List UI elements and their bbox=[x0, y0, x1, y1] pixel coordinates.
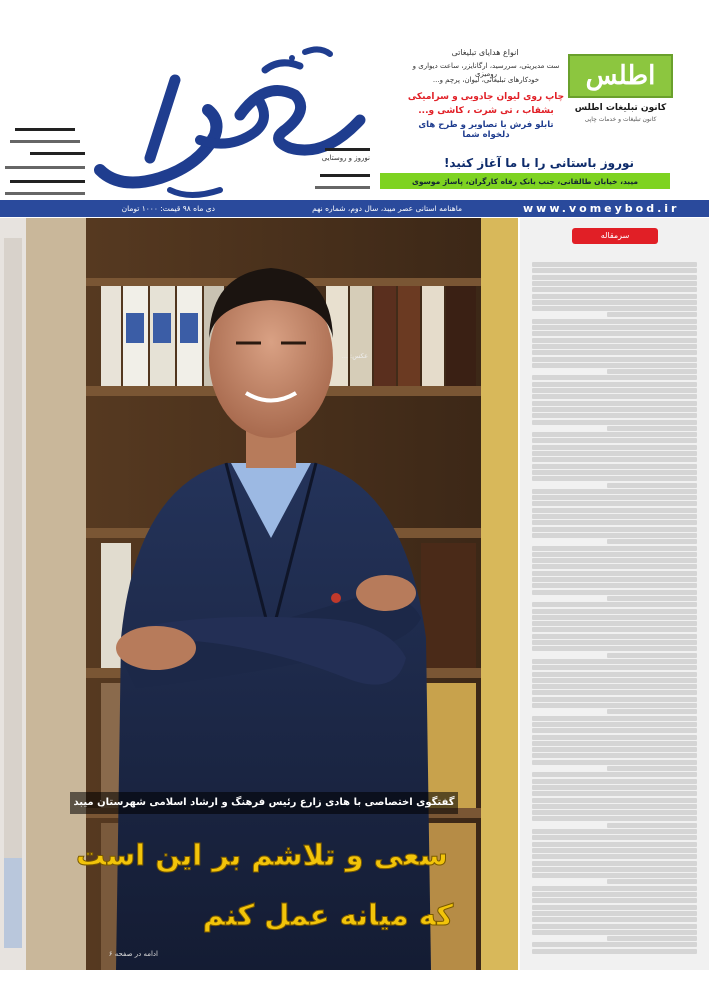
editorial-text-line bbox=[607, 879, 697, 884]
editorial-text-line bbox=[607, 936, 697, 941]
editorial-text-line bbox=[532, 489, 697, 494]
masthead-left-info bbox=[0, 118, 90, 198]
editorial-text-line bbox=[532, 445, 697, 450]
ad-logo-mark: اطلس bbox=[585, 61, 656, 91]
editorial-text-line bbox=[532, 810, 697, 815]
advertisement bbox=[405, 48, 673, 193]
editorial-text-line bbox=[532, 684, 697, 689]
editorial-text-line bbox=[532, 646, 697, 651]
editorial-text-line bbox=[532, 338, 697, 343]
editorial-text-line bbox=[532, 401, 697, 406]
editorial-text-line bbox=[532, 350, 697, 355]
editorial-text-line bbox=[607, 766, 697, 771]
ad-nowruz-slogan: نوروز باستانی را با ما آغاز کنید! bbox=[443, 156, 635, 170]
editorial-text-line bbox=[532, 753, 697, 758]
editorial-text-line bbox=[532, 394, 697, 399]
ad-line-1: ست مدیریتی، سررسید، ارگانایزر، ساعت دیواری و رومیزی bbox=[412, 62, 560, 78]
editorial-column bbox=[520, 218, 709, 970]
editorial-text-line bbox=[532, 300, 697, 305]
masthead bbox=[0, 0, 709, 200]
editorial-text-line bbox=[532, 697, 697, 702]
editorial-text-line bbox=[532, 558, 697, 563]
editorial-text-line bbox=[607, 312, 697, 317]
editorial-text-line bbox=[532, 590, 697, 595]
editorial-text-line bbox=[532, 306, 697, 311]
issue-price: دی ماه ۹۸ قیمت: ۱۰۰۰ تومان bbox=[121, 204, 215, 213]
ad-company-sub: کانون تبلیغات و خدمات چاپی bbox=[584, 116, 657, 123]
editorial-text-line bbox=[532, 854, 697, 859]
editorial-text-line bbox=[532, 672, 697, 677]
editorial-text-line bbox=[532, 520, 697, 525]
editorial-text-line bbox=[532, 741, 697, 746]
editorial-text-line bbox=[532, 533, 697, 538]
editorial-tab[interactable]: سرمقاله bbox=[572, 228, 658, 244]
editorial-text-line bbox=[532, 873, 697, 878]
editorial-text-line bbox=[532, 464, 697, 469]
editorial-text-line bbox=[532, 438, 697, 443]
editorial-text-line bbox=[532, 659, 697, 664]
editorial-text-line bbox=[532, 798, 697, 803]
left-margin-strip bbox=[0, 218, 26, 970]
editorial-text-line bbox=[532, 514, 697, 519]
editorial-text-line bbox=[532, 829, 697, 834]
issue-info bbox=[285, 140, 375, 195]
continued-page-reference: ادامه در صفحه ۶ bbox=[108, 950, 158, 958]
editorial-text-line bbox=[532, 281, 697, 286]
editorial-text-line bbox=[532, 634, 697, 639]
editorial-text-line bbox=[532, 747, 697, 752]
editorial-text-line bbox=[532, 735, 697, 740]
editorial-text-line bbox=[532, 552, 697, 557]
cover-headline-line-1: سعی و تلاشم بر این است bbox=[76, 838, 448, 872]
editorial-text-line bbox=[532, 678, 697, 683]
ad-line-3: چاپ روی لیوان جادویی و سرامیکی bbox=[407, 92, 565, 102]
ad-line-4: بشقاب ، تی شرت ، کاشی و... bbox=[418, 106, 554, 116]
editorial-text-line bbox=[532, 892, 697, 897]
editorial-text-line bbox=[532, 275, 697, 280]
ad-company-name: کانون تبلیغات اطلس bbox=[574, 103, 667, 113]
editorial-text-line bbox=[532, 627, 697, 632]
editorial-text-line bbox=[532, 501, 697, 506]
editorial-text-line bbox=[532, 716, 697, 721]
editorial-text-line bbox=[607, 596, 697, 601]
issue-info-line: نوروز و روستایی bbox=[321, 154, 370, 162]
editorial-text-line bbox=[532, 665, 697, 670]
editorial-text-line bbox=[532, 413, 697, 418]
editorial-text-line bbox=[532, 917, 697, 922]
editorial-text-line bbox=[607, 823, 697, 828]
editorial-text-line bbox=[532, 287, 697, 292]
editorial-text-line bbox=[532, 949, 697, 954]
cover-subheadline: گفتگوی اختصاصی با هادی زارع رئیس فرهنگ و ارشاد اسلامی شهرستان میبد bbox=[70, 792, 458, 814]
editorial-text-line bbox=[532, 703, 697, 708]
editorial-text-line bbox=[532, 363, 697, 368]
editorial-text-line bbox=[532, 577, 697, 582]
editorial-text-line bbox=[532, 470, 697, 475]
ad-logo bbox=[568, 54, 673, 98]
ad-line-2: خودکارهای تبلیغاتی، لیوان، پرچم و... bbox=[432, 76, 540, 84]
editorial-text-line bbox=[532, 432, 697, 437]
editorial-text-line bbox=[532, 407, 697, 412]
editorial-text-line bbox=[532, 495, 697, 500]
cover-headline-line-2: که میانه عمل کنم bbox=[202, 898, 454, 932]
editorial-text-line bbox=[532, 331, 697, 336]
editorial-text-line bbox=[532, 615, 697, 620]
editorial-text-line bbox=[532, 262, 697, 267]
editorial-text-line bbox=[532, 375, 697, 380]
editorial-text-line bbox=[532, 898, 697, 903]
editorial-text-line bbox=[532, 804, 697, 809]
editorial-text-line bbox=[532, 294, 697, 299]
photo-caption: عکس: ... bbox=[341, 352, 368, 360]
editorial-text-line bbox=[532, 382, 697, 387]
editorial-text-line bbox=[532, 344, 697, 349]
editorial-text-line bbox=[532, 476, 697, 481]
editorial-text-line bbox=[532, 388, 697, 393]
editorial-text-line bbox=[532, 760, 697, 765]
editorial-text-line bbox=[532, 728, 697, 733]
editorial-text-line bbox=[532, 924, 697, 929]
editorial-text-line bbox=[532, 785, 697, 790]
issue-band bbox=[0, 200, 709, 217]
editorial-text-line bbox=[532, 779, 697, 784]
editorial-text-line bbox=[532, 325, 697, 330]
editorial-text-line bbox=[607, 483, 697, 488]
editorial-text-line bbox=[532, 911, 697, 916]
editorial-text-line bbox=[532, 848, 697, 853]
ad-heading: انواع هدایای تبلیغاتی bbox=[451, 48, 519, 57]
editorial-text-line bbox=[532, 357, 697, 362]
ad-address-bar: میبد، خیابان طالقانی، جنب بانک رفاه کارگران، پاساژ موسوی bbox=[380, 173, 670, 189]
editorial-text-line bbox=[607, 653, 697, 658]
left-strip-pattern bbox=[0, 218, 26, 970]
editorial-text-line bbox=[532, 621, 697, 626]
editorial-text-line bbox=[532, 816, 697, 821]
editorial-text-line bbox=[532, 457, 697, 462]
editorial-text-line bbox=[532, 571, 697, 576]
editorial-text-line bbox=[532, 546, 697, 551]
editorial-text-line bbox=[607, 426, 697, 431]
editorial-text-line bbox=[532, 835, 697, 840]
editorial-text-line bbox=[532, 861, 697, 866]
editorial-text-line bbox=[532, 527, 697, 532]
editorial-text-line bbox=[607, 709, 697, 714]
ad-line-5: تابلو فرش با تصاویر و طرح های دلخواه شما bbox=[418, 120, 554, 140]
editorial-text-line bbox=[532, 772, 697, 777]
editorial-text-line bbox=[532, 268, 697, 273]
editorial-text-line bbox=[532, 842, 697, 847]
editorial-text-line bbox=[532, 791, 697, 796]
editorial-text-line bbox=[532, 508, 697, 513]
editorial-text-line bbox=[532, 942, 697, 947]
editorial-text-line bbox=[532, 640, 697, 645]
editorial-text-line bbox=[532, 690, 697, 695]
editorial-text-line bbox=[532, 609, 697, 614]
editorial-text-line bbox=[607, 369, 697, 374]
editorial-text-line bbox=[532, 930, 697, 935]
editorial-text-line bbox=[532, 420, 697, 425]
editorial-text-line bbox=[532, 905, 697, 910]
editorial-text-line bbox=[532, 886, 697, 891]
issue-details: ماهنامه استانی عصر میبد، سال دوم، شماره نهم bbox=[312, 204, 462, 213]
editorial-text-line bbox=[532, 564, 697, 569]
website-link[interactable]: www.vomeybod.ir bbox=[523, 202, 680, 215]
editorial-text-line bbox=[532, 602, 697, 607]
editorial-text-line bbox=[532, 583, 697, 588]
editorial-text-line bbox=[532, 451, 697, 456]
editorial-text-line bbox=[532, 319, 697, 324]
editorial-text-line bbox=[532, 867, 697, 872]
editorial-text-line bbox=[532, 722, 697, 727]
editorial-text-line bbox=[607, 539, 697, 544]
